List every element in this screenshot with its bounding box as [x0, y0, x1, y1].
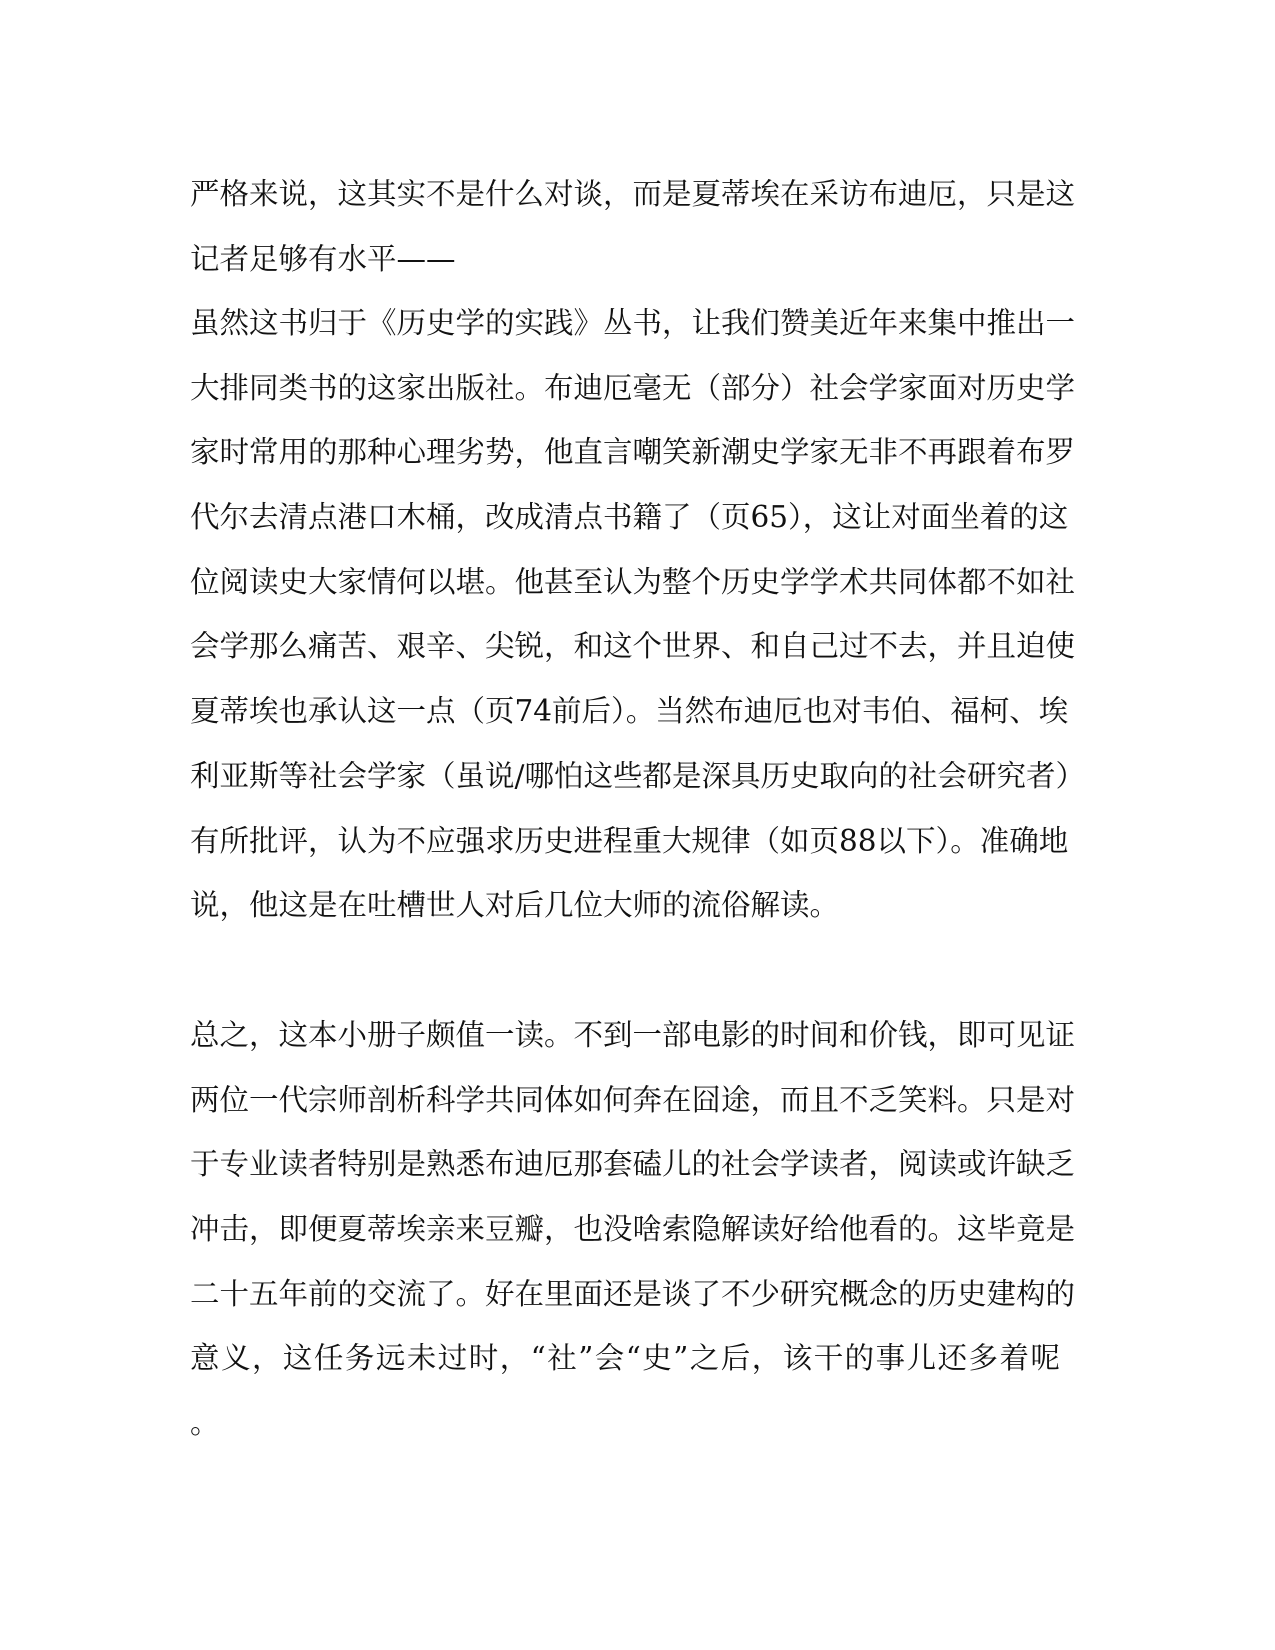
text-line: 位阅读史大家情何以堪。他甚至认为整个历史学学术共同体都不如社	[190, 564, 1076, 599]
text-line: 冲击，即便夏蒂埃亲来豆瓣，也没啥索隐解读好给他看的。这毕竟是	[190, 1212, 1076, 1247]
text-line: 二十五年前的交流了。好在里面还是谈了不少研究概念的历史建构的	[190, 1276, 1076, 1311]
text-line: 夏蒂埃也承认这一点（页74前后）。当然布迪厄也对韦伯、福柯、埃	[190, 694, 1069, 729]
paragraph-intro	[190, 162, 1076, 291]
text-line: 说，他这是在吐槽世人对后几位大师的流俗解读。	[190, 888, 840, 923]
paragraph-conclusion	[190, 1003, 1076, 1456]
text-line: 大排同类书的这家出版社。布迪厄毫无（部分）社会学家面对历史学	[190, 370, 1076, 405]
text-line: 意义，这任务远未过时，“社”会“史”之后，该干的事儿还多着呢	[190, 1341, 1060, 1376]
text-line: 总之，这本小册子颇值一读。不到一部电影的时间和价钱，即可见证	[190, 1018, 1076, 1052]
text-line: 严格来说，这其实不是什么对谈，而是夏蒂埃在采访布迪厄，只是这	[190, 177, 1076, 211]
text-line: 会学那么痛苦、艰辛、尖锐，和这个世界、和自己过不去，并且迫使	[190, 629, 1076, 664]
text-line: 记者足够有水平——	[190, 241, 456, 276]
text-line: 利亚斯等社会学家（虽说/哪怕这些都是深具历史取向的社会研究者）	[190, 758, 1085, 793]
text-line: 虽然这书归于《历史学的实践》丛书，让我们赞美近年来集中推出一	[190, 306, 1076, 340]
text-line: 于专业读者特别是熟悉布迪厄那套磕儿的社会学读者，阅读或许缺乏	[190, 1147, 1076, 1182]
text-line: 家时常用的那种心理劣势，他直言嘲笑新潮史学家无非不再跟着布罗	[190, 435, 1076, 470]
text-line: 代尔去清点港口木桶，改成清点书籍了（页65），这让对面坐着的这	[190, 500, 1069, 535]
text-line: 有所批评，认为不应强求历史进程重大规律（如页88以下）。准确地	[190, 823, 1069, 858]
text-line: 。	[190, 1406, 220, 1441]
paragraph-body	[190, 291, 1085, 938]
text-line: 两位一代宗师剖析科学共同体如何奔在囧途，而且不乏笑料。只是对	[190, 1082, 1076, 1117]
